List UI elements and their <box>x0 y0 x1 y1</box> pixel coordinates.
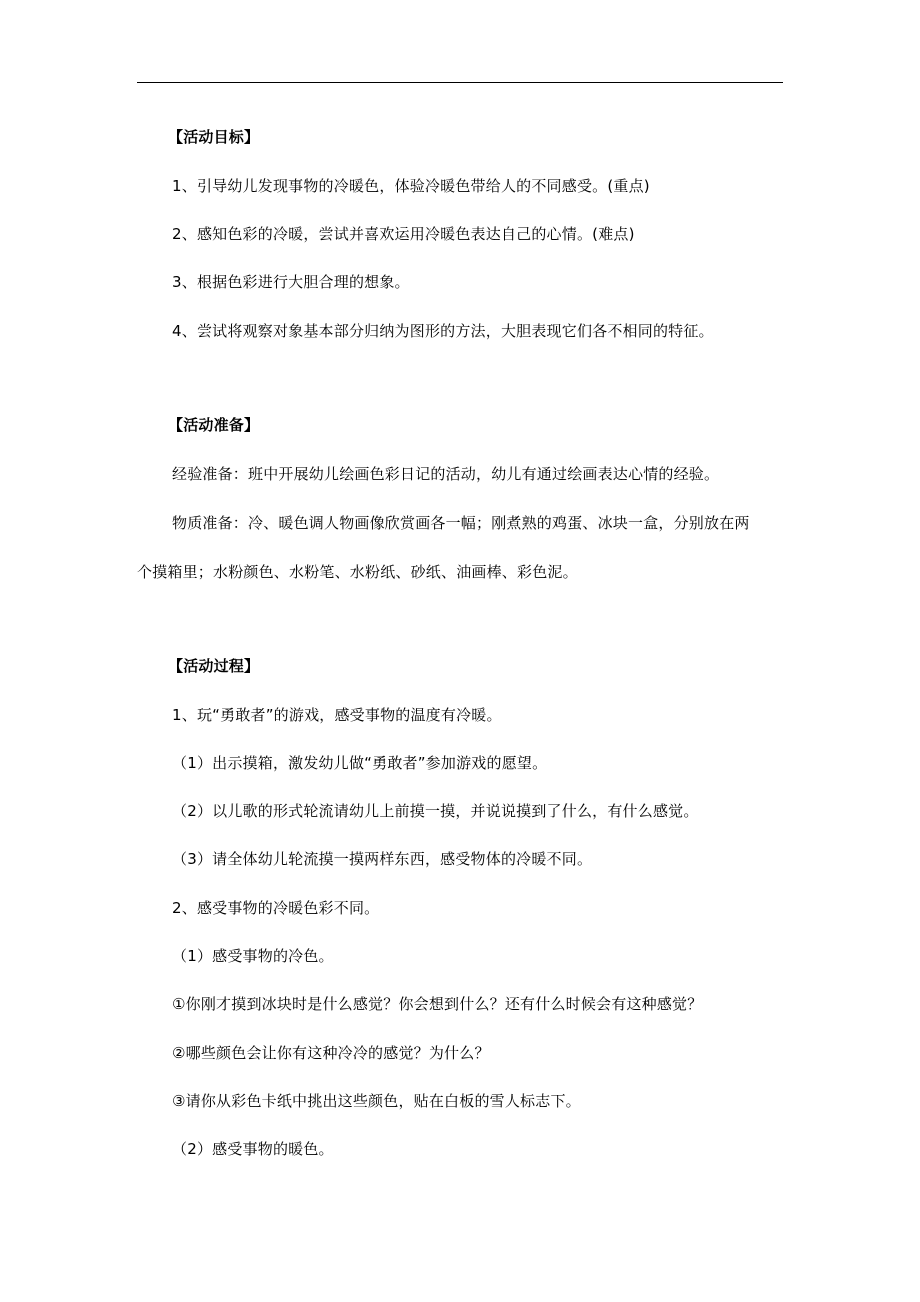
process-question-3: ③请你从彩色卡纸中挑出这些颜色，贴在白板的雪人标志下。 <box>172 1092 581 1110</box>
goal-item-2: 2、感知色彩的冷暖，尝试并喜欢运用冷暖色表达自己的心情。(难点) <box>172 225 635 243</box>
header-rule <box>137 82 783 83</box>
process-question-1: ①你刚才摸到冰块时是什么感觉？你会想到什么？还有什么时候会有这种感觉？ <box>172 995 703 1013</box>
process-step-1: 1、玩“勇敢者”的游戏，感受事物的温度有冷暖。 <box>172 706 502 724</box>
process-substep-1-2: （2）以儿歌的形式轮流请幼儿上前摸一摸，并说说摸到了什么，有什么感觉。 <box>172 802 699 820</box>
goals-heading: 【活动目标】 <box>168 128 260 146</box>
experience-preparation: 经验准备：班中开展幼儿绘画色彩日记的活动，幼儿有通过绘画表达心情的经验。 <box>172 465 720 483</box>
preparation-heading: 【活动准备】 <box>168 416 260 434</box>
process-substep-1-1: （1）出示摸箱，激发幼儿做“勇敢者”参加游戏的愿望。 <box>172 754 548 772</box>
goal-item-3: 3、根据色彩进行大胆合理的想象。 <box>172 273 410 291</box>
material-preparation-line-2: 个摸箱里；水粉颜色、水粉笔、水粉纸、砂纸、油画棒、彩色泥。 <box>137 563 578 581</box>
process-heading: 【活动过程】 <box>168 657 260 675</box>
material-preparation-line-1: 物质准备：冷、暖色调人物画像欣赏画各一幅；刚煮熟的鸡蛋、冰块一盒，分别放在两 <box>172 514 750 532</box>
process-substep-1-3: （3）请全体幼儿轮流摸一摸两样东西，感受物体的冷暖不同。 <box>172 850 593 868</box>
process-step-2: 2、感受事物的冷暖色彩不同。 <box>172 899 380 917</box>
goal-item-1: 1、引导幼儿发现事物的冷暖色，体验冷暖色带给人的不同感受。(重点) <box>172 177 650 195</box>
process-substep-2-1: （1）感受事物的冷色。 <box>172 947 334 965</box>
process-question-2: ②哪些颜色会让你有这种冷冷的感觉？为什么？ <box>172 1044 490 1062</box>
process-substep-2-2: （2）感受事物的暖色。 <box>172 1140 334 1158</box>
goal-item-4: 4、尝试将观察对象基本部分归纳为图形的方法，大胆表现它们各不相同的特征。 <box>172 322 714 340</box>
